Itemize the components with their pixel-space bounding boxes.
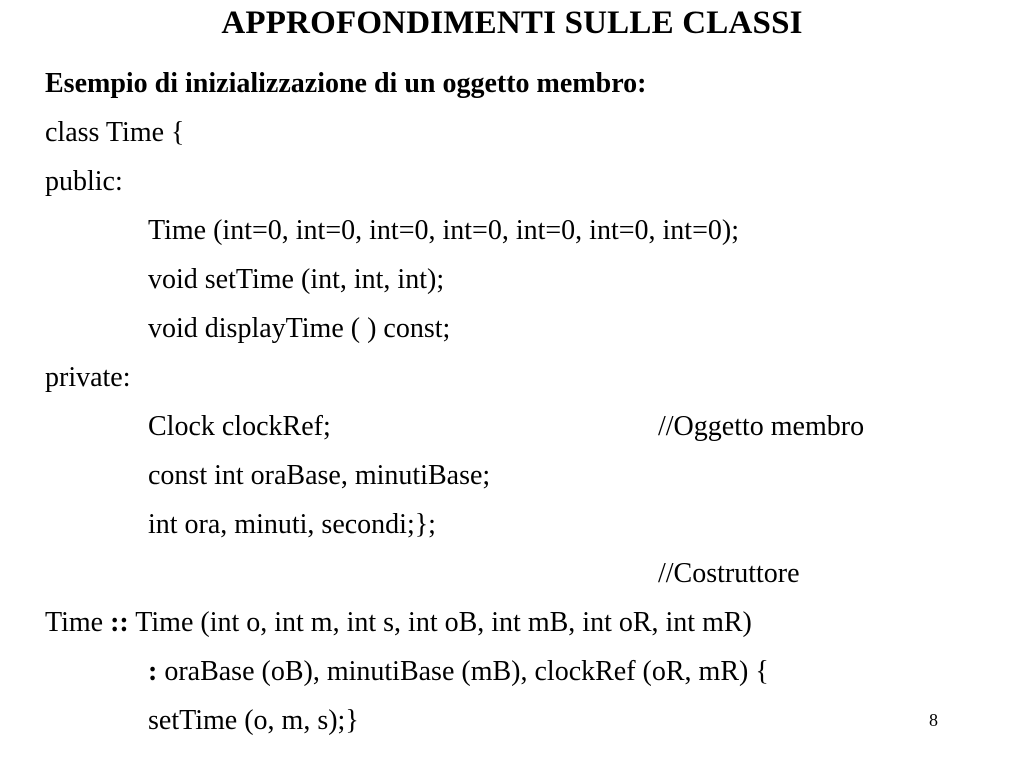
code-token-colon: : — [148, 656, 158, 687]
code-line-constructor-def — [45, 606, 752, 640]
code-line-constructor-decl: Time (int=0, int=0, int=0, int=0, int=0, int=0, int=0); — [148, 215, 739, 246]
code-line-displaytime-decl: void displayTime ( ) const; — [148, 313, 451, 344]
code-token-constructor-signature: Time (int o, int m, int s, int oB, int mB, int oR, int mR) — [128, 607, 752, 638]
slide-subtitle: Esempio di inizializzazione di un oggetto membro: — [45, 68, 647, 99]
code-comment-constructor: //Costruttore — [658, 558, 800, 589]
code-line-private: private: — [45, 362, 131, 393]
code-line-int-members: int ora, minuti, secondi;}; — [148, 509, 436, 540]
code-line-initializer-list — [148, 655, 769, 689]
page-number: 8 — [929, 710, 938, 730]
slide-title: APPROFONDIMENTI SULLE CLASSI — [221, 5, 803, 41]
code-token-class-name: Time — [45, 607, 111, 638]
code-line-public: public: — [45, 166, 123, 197]
code-line-const-members: const int oraBase, minutiBase; — [148, 460, 491, 491]
code-line-settime-decl: void setTime (int, int, int); — [148, 264, 445, 295]
code-token-initializers: oraBase (oB), minutiBase (mB), clockRef (oR, mR) { — [157, 656, 769, 687]
code-comment-member-object: //Oggetto membro — [658, 411, 865, 442]
code-token-scope-operator: :: — [110, 607, 129, 638]
code-line-body: setTime (o, m, s);} — [148, 705, 359, 736]
code-line-class-decl: class Time { — [45, 117, 185, 148]
code-line-clockref-decl: Clock clockRef; — [148, 411, 331, 442]
